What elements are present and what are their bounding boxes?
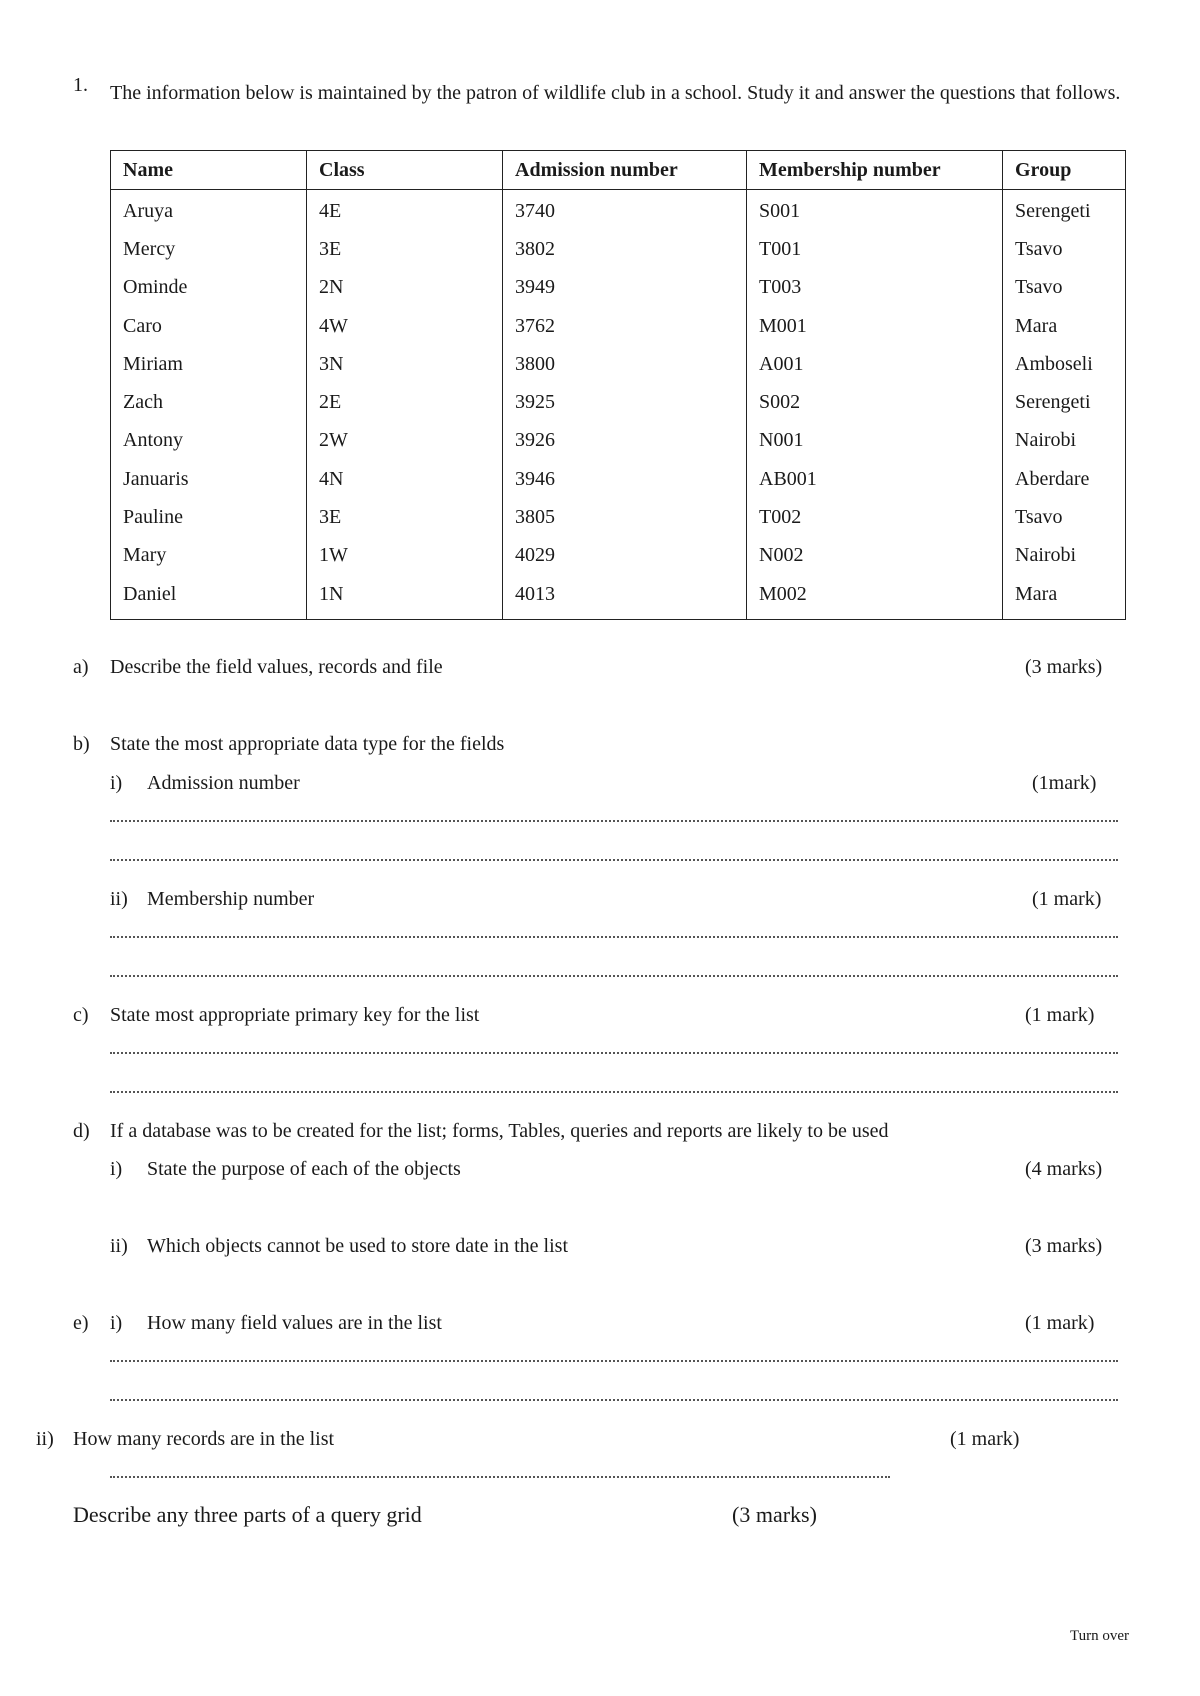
cell-name: Antony: [111, 422, 307, 460]
header-admission-number: Admission number: [503, 151, 747, 190]
cell-group: Tsavo: [1003, 230, 1126, 268]
part-b-i-text: Admission number: [147, 772, 300, 794]
part-e-ii-text: How many records are in the list: [73, 1428, 335, 1450]
membership-table: [110, 150, 1126, 620]
cell-membership-number: N001: [747, 422, 1003, 460]
cell-group: Mara: [1003, 307, 1126, 345]
turn-over-note: Turn over: [1070, 1628, 1130, 1644]
table-row: [111, 383, 1126, 421]
cell-membership-number: AB001: [747, 460, 1003, 498]
cell-membership-number: T002: [747, 498, 1003, 536]
cell-group: Nairobi: [1003, 422, 1126, 460]
cell-admission-number: 3740: [503, 190, 747, 231]
part-c-marks: (1 mark): [1025, 1004, 1095, 1026]
cell-membership-number: S002: [747, 383, 1003, 421]
query-grid-marks: (3 marks): [732, 1502, 817, 1527]
cell-membership-number: M002: [747, 575, 1003, 620]
cell-name: Mercy: [111, 230, 307, 268]
cell-class: 4W: [307, 307, 503, 345]
part-d-i-marks: (4 marks): [1025, 1158, 1103, 1180]
part-e-ii-label: ii): [36, 1428, 54, 1450]
cell-admission-number: 3805: [503, 498, 747, 536]
cell-group: Tsavo: [1003, 269, 1126, 307]
cell-name: Aruya: [111, 190, 307, 231]
table-row: [111, 422, 1126, 460]
answer-line[interactable]: [110, 1358, 1118, 1362]
part-b-i-label: i): [110, 772, 123, 794]
cell-admission-number: 3946: [503, 460, 747, 498]
cell-class: 2N: [307, 269, 503, 307]
part-b-i-marks: (1mark): [1032, 772, 1097, 794]
part-c-label: c): [73, 1004, 89, 1026]
cell-class: 3E: [307, 498, 503, 536]
cell-membership-number: M001: [747, 307, 1003, 345]
cell-name: Miriam: [111, 345, 307, 383]
cell-group: Aberdare: [1003, 460, 1126, 498]
answer-line[interactable]: [110, 1474, 890, 1478]
part-d-label: d): [73, 1120, 90, 1142]
table-row: [111, 575, 1126, 620]
part-d-i-label: i): [110, 1158, 123, 1180]
header-group: Group: [1003, 151, 1126, 190]
part-b-ii-label: ii): [110, 888, 128, 910]
part-b-label: b): [73, 733, 90, 755]
cell-group: Mara: [1003, 575, 1126, 620]
answer-line[interactable]: [110, 1050, 1118, 1054]
cell-group: Amboseli: [1003, 345, 1126, 383]
table-row: [111, 269, 1126, 307]
cell-group: Nairobi: [1003, 537, 1126, 575]
cell-class: 4N: [307, 460, 503, 498]
part-a-marks: (3 marks): [1025, 656, 1103, 678]
cell-class: 2E: [307, 383, 503, 421]
cell-group: Serengeti: [1003, 190, 1126, 231]
part-b-ii-marks: (1 mark): [1032, 888, 1102, 910]
cell-membership-number: A001: [747, 345, 1003, 383]
cell-admission-number: 4013: [503, 575, 747, 620]
table-row: [111, 307, 1126, 345]
table-header-row: [111, 151, 1126, 190]
question-intro: The information below is maintained by the patron of wildlife club in a school. Study it and answer the questions that follows.: [110, 82, 1121, 104]
cell-membership-number: T003: [747, 269, 1003, 307]
part-e-i-text: How many field values are in the list: [147, 1312, 442, 1334]
part-e-i-label: i): [110, 1312, 123, 1334]
part-b-ii-text: Membership number: [147, 888, 315, 910]
answer-line[interactable]: [110, 1397, 1118, 1401]
table-row: [111, 345, 1126, 383]
header-name: Name: [111, 151, 307, 190]
cell-name: Zach: [111, 383, 307, 421]
part-a-label: a): [73, 656, 89, 678]
cell-admission-number: 3802: [503, 230, 747, 268]
cell-group: Tsavo: [1003, 498, 1126, 536]
cell-name: Daniel: [111, 575, 307, 620]
answer-line[interactable]: [110, 973, 1118, 977]
answer-line[interactable]: [110, 857, 1118, 861]
cell-admission-number: 3762: [503, 307, 747, 345]
header-class: Class: [307, 151, 503, 190]
table-row: [111, 498, 1126, 536]
answer-line[interactable]: [110, 934, 1118, 938]
table-row: [111, 230, 1126, 268]
cell-name: Januaris: [111, 460, 307, 498]
answer-line[interactable]: [110, 818, 1118, 822]
cell-admission-number: 3925: [503, 383, 747, 421]
cell-name: Mary: [111, 537, 307, 575]
part-c-text: State most appropriate primary key for the list: [110, 1004, 480, 1026]
cell-class: 3E: [307, 230, 503, 268]
part-e-ii-marks: (1 mark): [950, 1428, 1020, 1450]
part-d-ii-marks: (3 marks): [1025, 1235, 1103, 1257]
cell-admission-number: 3926: [503, 422, 747, 460]
part-d-i-text: State the purpose of each of the objects: [147, 1158, 461, 1180]
cell-class: 1N: [307, 575, 503, 620]
cell-admission-number: 3800: [503, 345, 747, 383]
table-row: [111, 190, 1126, 231]
part-a-text: Describe the field values, records and file: [110, 656, 443, 678]
part-e-label: e): [73, 1312, 89, 1334]
part-b-text: State the most appropriate data type for the fields: [110, 733, 505, 755]
question-number: 1.: [73, 74, 88, 96]
part-d-ii-label: ii): [110, 1235, 128, 1257]
cell-group: Serengeti: [1003, 383, 1126, 421]
table-row: [111, 460, 1126, 498]
cell-membership-number: T001: [747, 230, 1003, 268]
cell-admission-number: 3949: [503, 269, 747, 307]
cell-class: 4E: [307, 190, 503, 231]
cell-membership-number: S001: [747, 190, 1003, 231]
part-d-ii-text: Which objects cannot be used to store date in the list: [147, 1235, 568, 1257]
part-e-i-marks: (1 mark): [1025, 1312, 1095, 1334]
query-grid-question: Describe any three parts of a query grid: [73, 1502, 422, 1527]
cell-membership-number: N002: [747, 537, 1003, 575]
cell-class: 1W: [307, 537, 503, 575]
cell-name: Pauline: [111, 498, 307, 536]
cell-name: Caro: [111, 307, 307, 345]
table-row: [111, 537, 1126, 575]
cell-class: 3N: [307, 345, 503, 383]
cell-name: Ominde: [111, 269, 307, 307]
header-membership-number: Membership number: [747, 151, 1003, 190]
part-d-text: If a database was to be created for the list; forms, Tables, queries and reports are likely to be used: [110, 1120, 889, 1142]
cell-admission-number: 4029: [503, 537, 747, 575]
answer-line[interactable]: [110, 1089, 1118, 1093]
cell-class: 2W: [307, 422, 503, 460]
